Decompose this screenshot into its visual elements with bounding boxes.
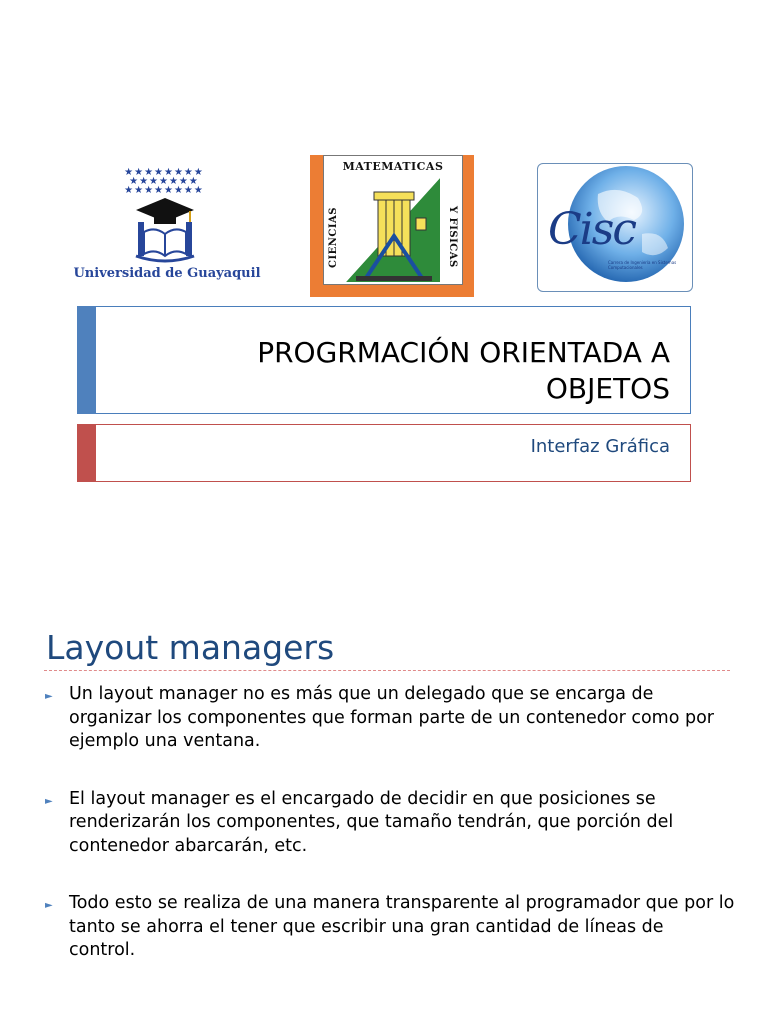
cisc-subtext: Carrera de Ingeniería en Sistemas Computacionales — [608, 260, 677, 270]
bullet-list — [45, 683, 735, 997]
cisc-logo — [537, 163, 693, 292]
bullet-arrow-icon: ► — [45, 900, 53, 911]
slide-subtitle: Interfaz Gráfica — [530, 436, 670, 457]
university-logo — [72, 168, 262, 288]
stars-icon: ★★★★★★★★ ★★★★★★★ ★★★★★★★★ — [124, 167, 204, 196]
slide-title: PROGRMACIÓN ORIENTADA A OBJETOS — [257, 336, 670, 405]
subtitle-accent-bar — [77, 424, 96, 482]
column-compass-icon — [346, 178, 440, 282]
title-box — [77, 306, 691, 414]
list-item — [45, 892, 735, 963]
title-accent-bar — [77, 306, 96, 414]
faculty-right-text: Y FISICAS — [447, 206, 458, 268]
bullet-text: Todo esto se realiza de una manera transparente al programador que por lo tanto se ahorra el tener que escribir una gran cantidad de líneas de control. — [69, 893, 735, 960]
bullet-text: Un layout manager no es más que un delegado que se encarga de organizar los componentes que forman parte de un contenedor como por ejemplo una ventana. — [69, 684, 714, 751]
faculty-top-text: MATEMATICAS — [342, 160, 444, 173]
cisc-text: Cisc — [548, 204, 635, 255]
university-name: Universidad de Guayaquil — [73, 266, 261, 281]
list-item — [45, 788, 735, 859]
faculty-left-text: CIENCIAS — [328, 206, 339, 268]
faculty-logo — [310, 155, 474, 297]
list-item — [45, 683, 735, 754]
title-divider — [44, 670, 730, 671]
bullet-arrow-icon: ► — [45, 795, 53, 807]
graduation-cap-book-icon — [130, 192, 200, 264]
subtitle-box — [77, 424, 691, 482]
bullet-text: El layout manager es el encargado de decidir en que posiciones se renderizarán los componentes, que tamaño tendrán, que porción del contenedor abarcarán, etc. — [69, 788, 674, 856]
section-title: Layout managers — [46, 628, 335, 667]
bullet-arrow-icon: ► — [45, 691, 53, 702]
